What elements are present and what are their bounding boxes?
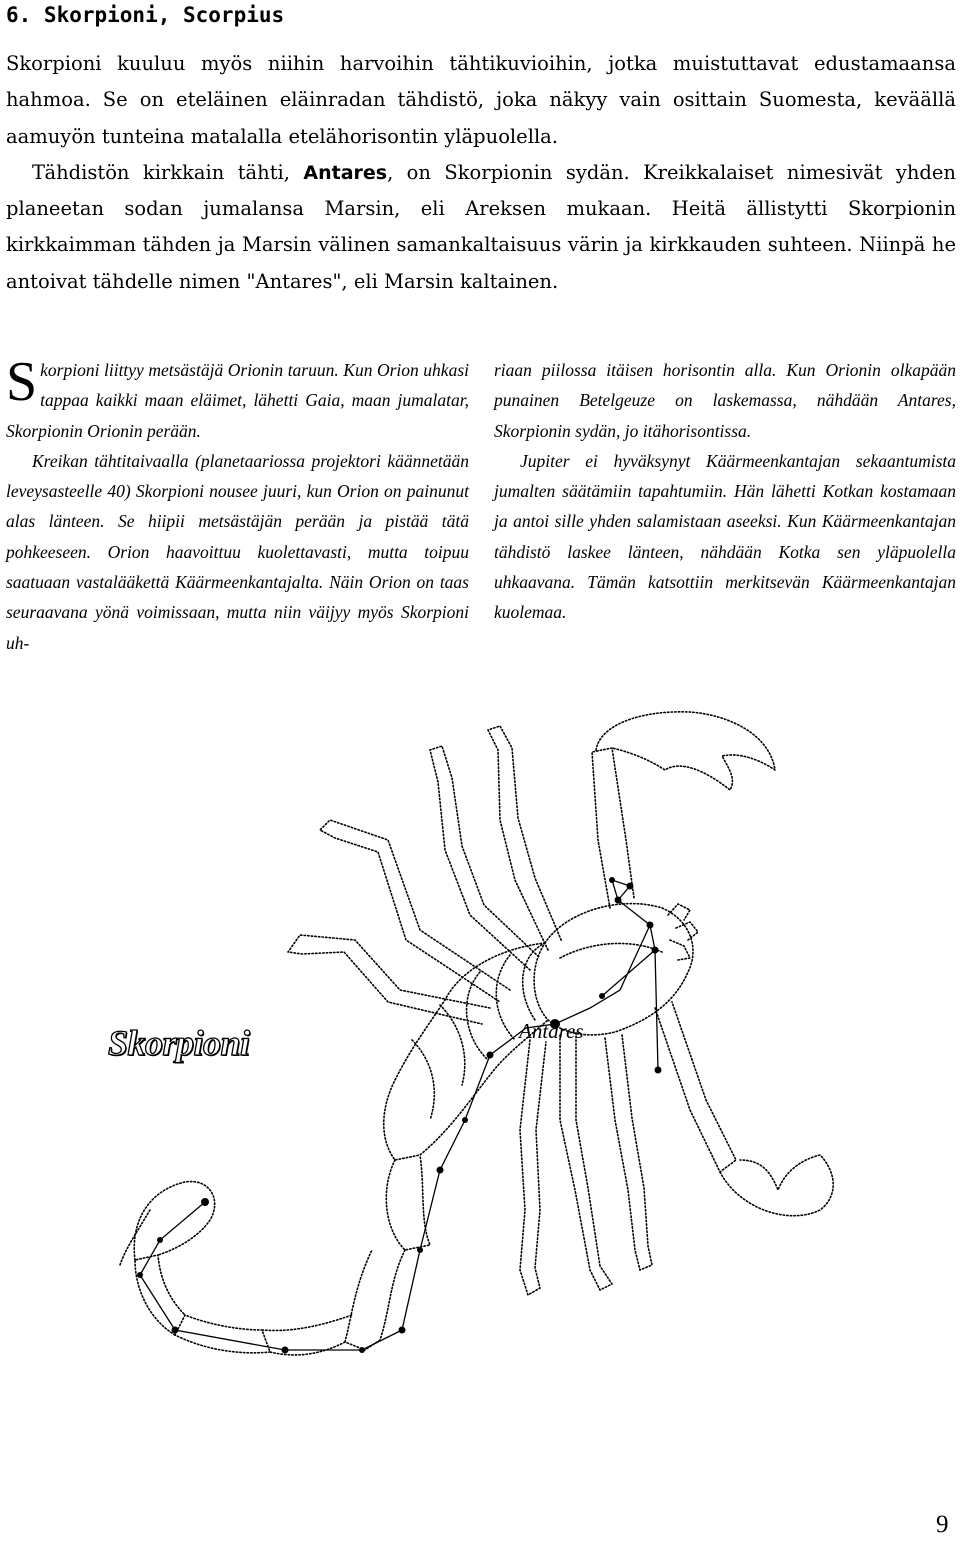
intro-paragraph-1: Skorpioni kuuluu myös niihin harvoihin tähtikuvioihin, jotka muistuttavat edustamaansa hahmoa. Se on eteläinen eläinradan tähdistö, joka näkyy vain osittain Suomesta, keväällä aamuyön tunteina matalalla etelähorisontin yläpuolella. [6, 52, 956, 148]
right-paragraph-2: Jupiter ei hyväksynyt Käärmeenkantajan sekaantumista jumalten säätämiin tapahtumiin. Hän lähetti Kotkan kostamaan ja antoi sille yhden salamistaan aseeksi. Kun Käärmeenkantajan tähdistö laskee länteen, nähdään Kotka sen yläpuolella uhkaavana. Tämän katsottiin merkitsevän Käärmeenkantajan kuolemaa. [494, 450, 956, 623]
star-marker [647, 922, 654, 929]
star-marker [487, 1052, 494, 1059]
star-marker [417, 1247, 423, 1253]
leg-6 [520, 1040, 546, 1295]
tail-segment-5 [135, 1255, 185, 1335]
left-paragraph-1-text: korpioni liittyy metsästäjä Orionin taruun. Kun Orion uhkasi tappaa kaikki maan eläimet, lähetti Gaia, maan jumalatar, Skorpionin Orionin perään. [6, 360, 469, 441]
right-claw [596, 712, 775, 790]
constellation-line-body [140, 925, 650, 1350]
left-claw [720, 1155, 833, 1216]
page-number: 9 [936, 1511, 949, 1538]
scorpion-head-outline [534, 904, 693, 1035]
tail-segment-4 [175, 1315, 270, 1353]
left-arm-lower [655, 1002, 736, 1172]
star-marker [462, 1117, 468, 1123]
star-marker [172, 1327, 179, 1334]
left-column [6, 351, 469, 658]
chelicerae [668, 904, 698, 960]
body-segment-5 [412, 1040, 434, 1120]
star-marker [655, 1067, 662, 1074]
left-paragraph-2: Kreikan tähtitaivaalla (planetaariossa projektori käännetään leveysasteelle 40) Skorpioni nousee juuri, kun Orion on painunut alas länteen. Se hiipii metsästäjän perään ja pistää tätä pohkeeseen. Orion haavoittuu kuolettavasti, mutta toipuu saatuaan vastalääkettä Käärmeenkantajalta. Näin Orion on taas seuraavana yönä voimissaan, mutta niin väijyy myös Skorpioni uh- [6, 450, 469, 653]
left-paragraph-1 [6, 351, 469, 446]
leg-7 [605, 1035, 652, 1270]
leg-2 [430, 746, 540, 970]
star-marker [627, 883, 634, 890]
intro-paragraph-2-end: , on Skorpionin sydän. Kreikkalaiset nimesivät yhden planeetan sodan jumalansa Marsin, eli Areksen mukaan. Heitä ällistytti Skorpionin kirkkaimman tähden ja Marsin välinen samankaltaisuus värin ja kirkkauden suhteen. Niinpä he antoivat tähdelle nimen "Antares", eli Marsin kaltainen. [6, 160, 956, 293]
body-segment-2 [496, 955, 515, 1040]
constellation-lines [140, 880, 658, 1350]
intro-paragraph-2-start: Tähdistön kirkkain tähti, [32, 160, 304, 184]
section-heading: 6. Skorpioni, Scorpius [6, 3, 285, 27]
antares-emphasis: Antares [303, 161, 388, 184]
star-marker [137, 1272, 143, 1278]
intro-text [6, 46, 956, 300]
star-marker [609, 877, 615, 883]
leg-1 [488, 726, 562, 950]
right-column [494, 355, 956, 628]
constellation-line-head [612, 880, 658, 1070]
star-marker [282, 1347, 289, 1354]
star-marker [437, 1167, 444, 1174]
leg-3 [320, 820, 510, 1002]
star-marker [157, 1237, 163, 1243]
tail-segment-2 [345, 1250, 405, 1350]
right-paragraph-1: riaan piilossa itäisen horisontin alla. Kun Orionin olkapään punainen Betelgeuze on laskemassa, nähdään Antares, Skorpionin sydän, jo itähorisontissa. [494, 360, 956, 441]
star-marker [652, 947, 659, 954]
stinger [120, 1182, 215, 1265]
star-marker [615, 897, 622, 904]
star-marker [359, 1347, 365, 1353]
constellation-line-branch [602, 950, 655, 996]
drop-cap: S [6, 351, 38, 413]
star-marker [201, 1198, 209, 1206]
body-segment-4 [440, 1005, 465, 1085]
star-marker [599, 993, 605, 999]
body-segment-3 [467, 972, 488, 1060]
leg-5 [560, 1032, 612, 1290]
head-inner-line [560, 943, 662, 958]
intro-paragraph-2 [6, 155, 956, 300]
figure-title: Skorpioni [108, 1023, 250, 1063]
tail-segment-3 [262, 1315, 352, 1355]
star-marker [399, 1327, 406, 1334]
antares-label: Antares [519, 1019, 584, 1043]
